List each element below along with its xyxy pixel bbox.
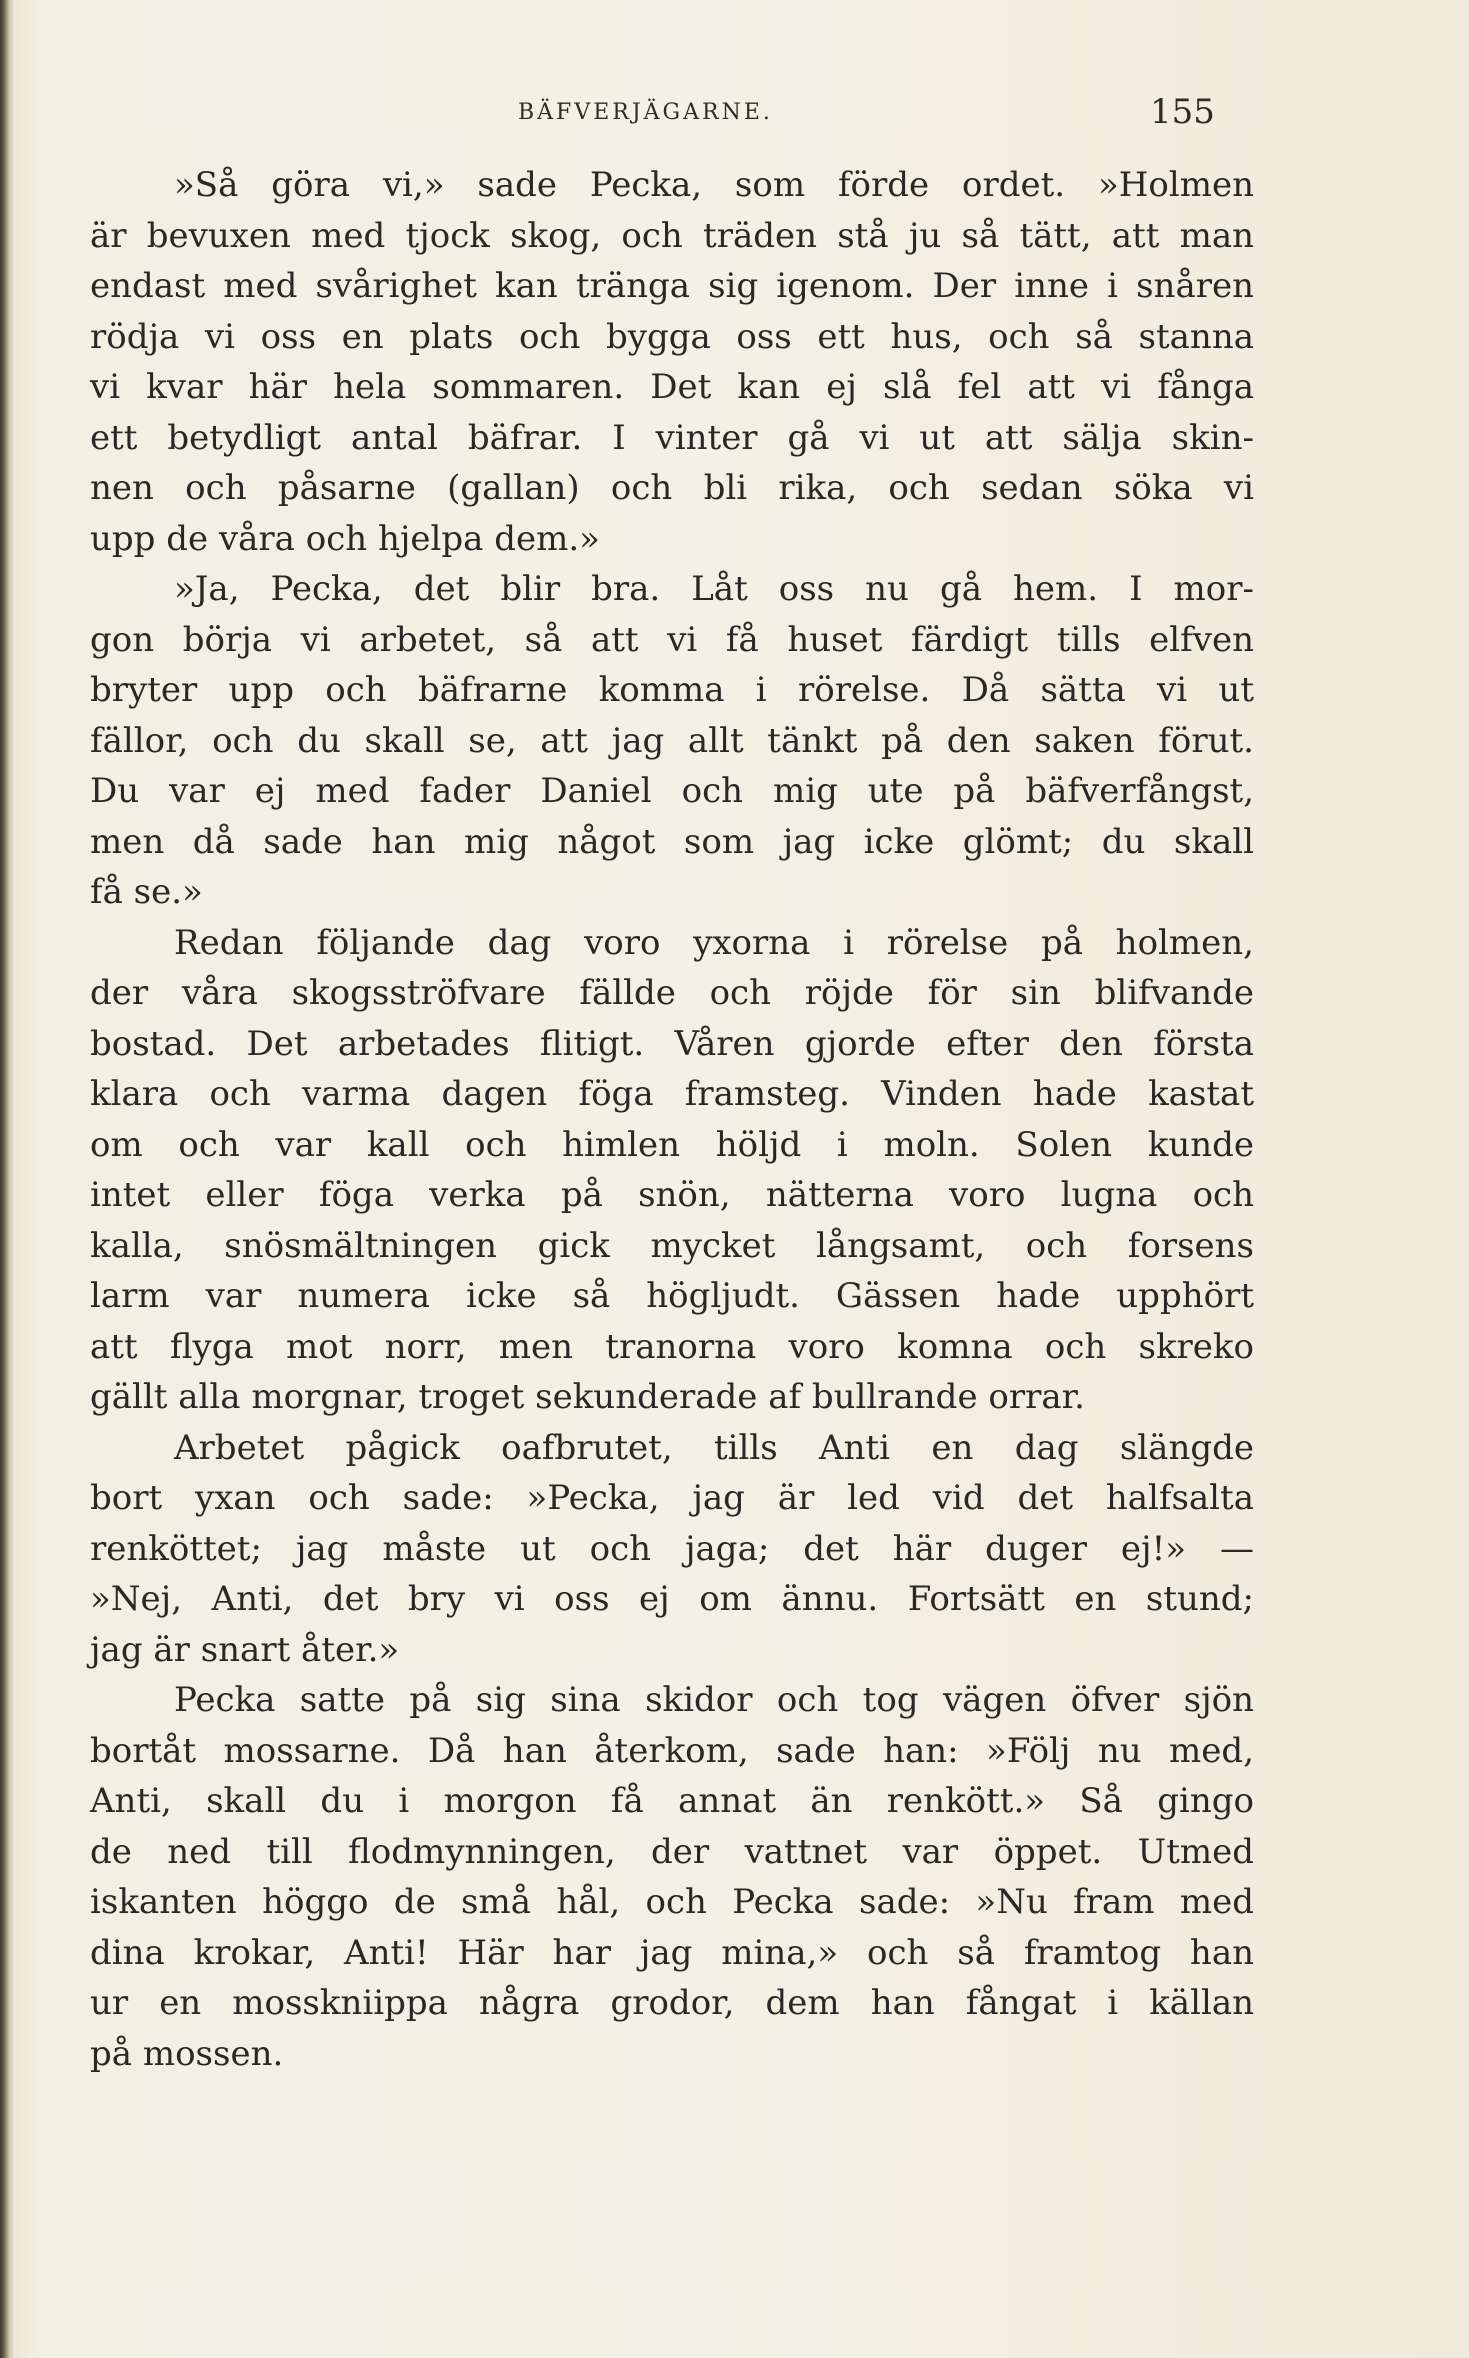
text-line: om och var kall och himlen höljd i moln. Solen kunde	[90, 1124, 1254, 1165]
page-header	[0, 92, 1469, 132]
text-line: »Nej, Anti, det bry vi oss ej om ännu. Fortsätt en stund;	[90, 1579, 1254, 1619]
body-text	[90, 160, 1254, 2079]
text-line: Redan följande dag voro yxorna i rörelse på holmen,	[174, 922, 1254, 963]
text-line: jag är snart åter.»	[90, 1629, 400, 1670]
text-line: nen och påsarne (gallan) och bli rika, och sedan söka vi	[90, 468, 1254, 508]
text-line: renköttet; jag måste ut och jaga; det här duger ej!» —	[90, 1528, 1254, 1569]
text-line: Du var ej med fader Daniel och mig ute på bäfverfångst,	[90, 771, 1254, 811]
text-line: endast med svårighet kan tränga sig igenom. Der inne i snåren	[90, 266, 1254, 306]
page-number: 155	[1150, 92, 1215, 132]
text-line: är bevuxen med tjock skog, och träden stå ju så tätt, att man	[90, 215, 1254, 256]
text-line: larm var numera icke så högljudt. Gässen hade upphört	[90, 1276, 1254, 1316]
text-line: gällt alla morgnar, troget sekunderade af bullrande orrar.	[90, 1377, 1085, 1417]
text-line: bortåt mossarne. Då han återkom, sade han: »Följ nu med,	[90, 1730, 1254, 1771]
text-line: kalla, snösmältningen gick mycket långsamt, och forsens	[90, 1225, 1254, 1266]
text-line: »Ja, Pecka, det blir bra. Låt oss nu gå hem. I mor-	[174, 569, 1254, 609]
text-line: bostad. Det arbetades flitigt. Våren gjorde efter den första	[90, 1023, 1254, 1064]
text-line: ur en mosskniippa några grodor, dem han fångat i källan	[90, 1983, 1254, 2023]
text-line: intet eller föga verka på snön, nätterna voro lugna och	[90, 1175, 1254, 1215]
text-line: gon börja vi arbetet, så att vi få huset färdigt tills elfven	[90, 619, 1254, 660]
text-line: få se.»	[90, 872, 203, 912]
text-line: upp de våra och hjelpa dem.»	[90, 518, 600, 559]
text-line: Anti, skall du i morgon få annat än renkött.» Så gingo	[90, 1781, 1254, 1821]
text-line: bort yxan och sade: »Pecka, jag är led vid det halfsalta	[90, 1478, 1254, 1518]
text-line: vi kvar här hela sommaren. Det kan ej slå fel att vi fånga	[90, 367, 1254, 407]
text-line: der våra skogsströfvare fällde och röjde för sin blifvande	[90, 973, 1254, 1013]
text-line: på mossen.	[90, 2033, 284, 2074]
text-line: Arbetet pågick oafbrutet, tills Anti en dag slängde	[174, 1427, 1254, 1468]
text-line: fällor, och du skall se, att jag allt tänkt på den saken förut.	[90, 720, 1254, 761]
text-line: att flyga mot norr, men tranorna voro komna och skreko	[90, 1326, 1254, 1367]
text-line: iskanten höggo de små hål, och Pecka sade: »Nu fram med	[90, 1882, 1254, 1922]
text-line: klara och varma dagen föga framsteg. Vinden hade kastat	[90, 1074, 1254, 1114]
text-line: men då sade han mig något som jag icke glömt; du skall	[90, 821, 1254, 862]
running-head: BÄFVERJÄGARNE.	[518, 100, 773, 125]
text-line: bryter upp och bäfrarne komma i rörelse. Då sätta vi ut	[90, 670, 1254, 710]
text-line: »Så göra vi,» sade Pecka, som förde ordet. »Holmen	[174, 165, 1254, 205]
text-line: ett betydligt antal bäfrar. I vinter gå vi ut att sälja skin-	[90, 417, 1254, 458]
page-binding-edge	[0, 0, 14, 2358]
text-line: de ned till flodmynningen, der vattnet var öppet. Utmed	[90, 1831, 1254, 1872]
text-line: dina krokar, Anti! Här har jag mina,» och så framtog han	[90, 1932, 1254, 1973]
text-line: rödja vi oss en plats och bygga oss ett hus, och så stanna	[90, 316, 1254, 357]
text-line: Pecka satte på sig sina skidor och tog vägen öfver sjön	[174, 1680, 1254, 1720]
